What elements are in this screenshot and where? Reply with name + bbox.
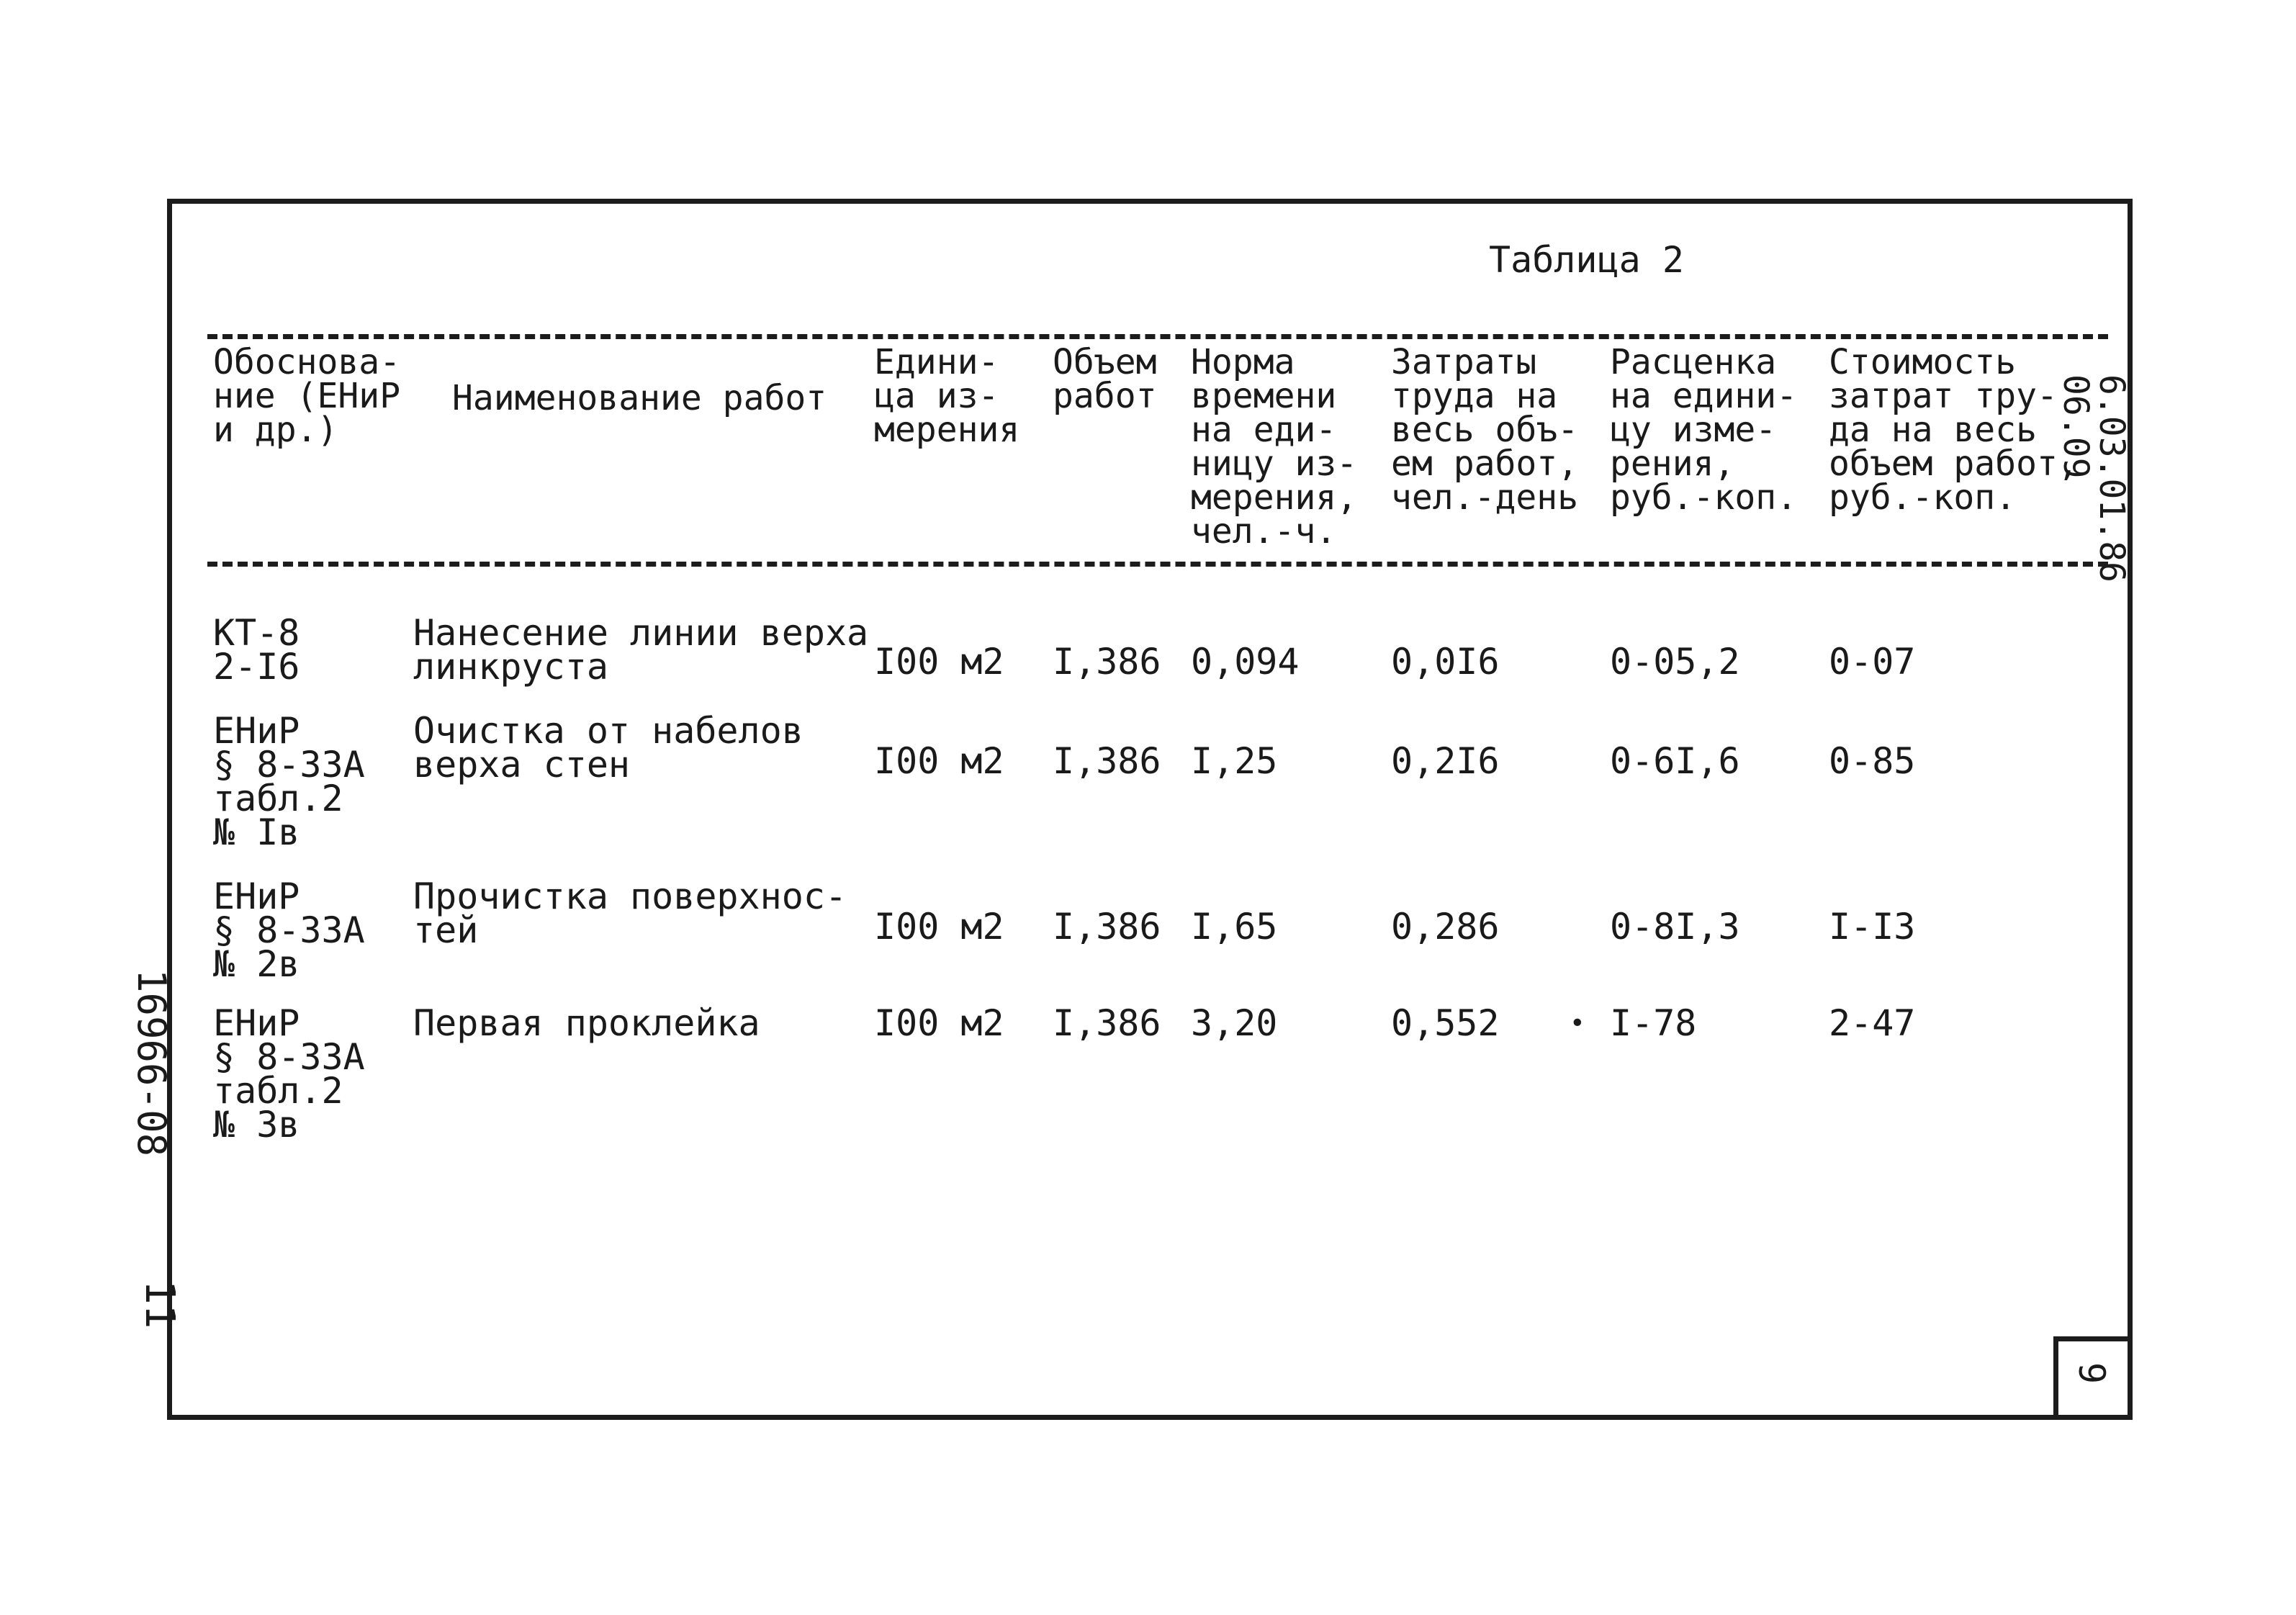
table-row-rate: 0-05,2 xyxy=(1610,641,1740,683)
header-bottom-rule xyxy=(207,562,2108,567)
table-row-unit: I00 м2 xyxy=(874,1002,1004,1044)
table-row-cost: I-I3 xyxy=(1829,906,1916,948)
margin-mark: 11 xyxy=(136,1280,183,1329)
header-basis: Обоснова- ние (ЕНиР и др.) xyxy=(213,342,401,450)
page-number: 9 xyxy=(2071,1362,2112,1385)
header-top-rule xyxy=(207,334,2108,339)
header-total-cost: Стоимость затрат тру- да на весь объем работ, руб.-коп. xyxy=(1829,342,2079,518)
table-row-volume: I,386 xyxy=(1053,906,1161,948)
margin-document-number: 16966-08 xyxy=(129,969,174,1157)
table-row-unit: I00 м2 xyxy=(874,641,1004,683)
bullet-mark: • xyxy=(1570,1009,1585,1038)
header-labor-cost: Затраты труда на весь объ- ем работ, чел.-день xyxy=(1391,342,1579,518)
table-row-name: Первая проклейка xyxy=(413,1002,760,1044)
margin-date-note: 6.03.01.86 06.09 xyxy=(2056,374,2132,582)
table-row-volume: I,386 xyxy=(1053,641,1161,683)
header-volume: Объем работ xyxy=(1053,342,1157,416)
header-unit-rate: Расценка на едини- цу изме- рения, руб.-коп. xyxy=(1610,342,1798,518)
table-row-unit: I00 м2 xyxy=(874,906,1004,948)
table-row-norm: I,65 xyxy=(1191,906,1278,948)
table-row-name: Прочистка поверхнос- тей xyxy=(413,876,847,951)
table-row-volume: I,386 xyxy=(1053,740,1161,782)
table-row-name: Очистка от набелов верха стен xyxy=(413,710,803,786)
table-row-basis: ЕНиР § 8-33А № 2в xyxy=(213,876,365,985)
table-row-rate: 0-8I,3 xyxy=(1610,906,1740,948)
table-row-norm: I,25 xyxy=(1191,740,1278,782)
table-row-labor: 0,2I6 xyxy=(1391,740,1500,782)
table-row-volume: I,386 xyxy=(1053,1002,1161,1044)
table-row-cost: 0-85 xyxy=(1829,740,1916,782)
table-row-unit: I00 м2 xyxy=(874,740,1004,782)
header-time-norm: Норма времени на еди- ницу из- мерения, чел.-ч. xyxy=(1191,342,1358,552)
table-row-labor: 0,0I6 xyxy=(1391,641,1500,683)
table-row-labor: 0,286 xyxy=(1391,906,1500,948)
table-row-norm: 0,094 xyxy=(1191,641,1300,683)
table-row-cost: 2-47 xyxy=(1829,1002,1916,1044)
table-row-basis: ЕНиР § 8-33А табл.2 № 3в xyxy=(213,1002,365,1146)
table-caption: Таблица 2 xyxy=(1489,239,1684,281)
header-work-name: Наименование работ xyxy=(452,378,827,418)
table-row-rate: I-78 xyxy=(1610,1002,1697,1044)
table-row-labor: 0,552 xyxy=(1391,1002,1500,1044)
table-row-basis: КТ-8 2-I6 xyxy=(213,612,300,688)
table-row-norm: 3,20 xyxy=(1191,1002,1278,1044)
header-unit: Едини- ца из- мерения xyxy=(874,342,1020,450)
table-row-rate: 0-6I,6 xyxy=(1610,740,1740,782)
table-row-cost: 0-07 xyxy=(1829,641,1916,683)
table-row-name: Нанесение линии верха линкруста xyxy=(413,612,869,688)
table-row-basis: ЕНиР § 8-33А табл.2 № Iв xyxy=(213,710,365,853)
